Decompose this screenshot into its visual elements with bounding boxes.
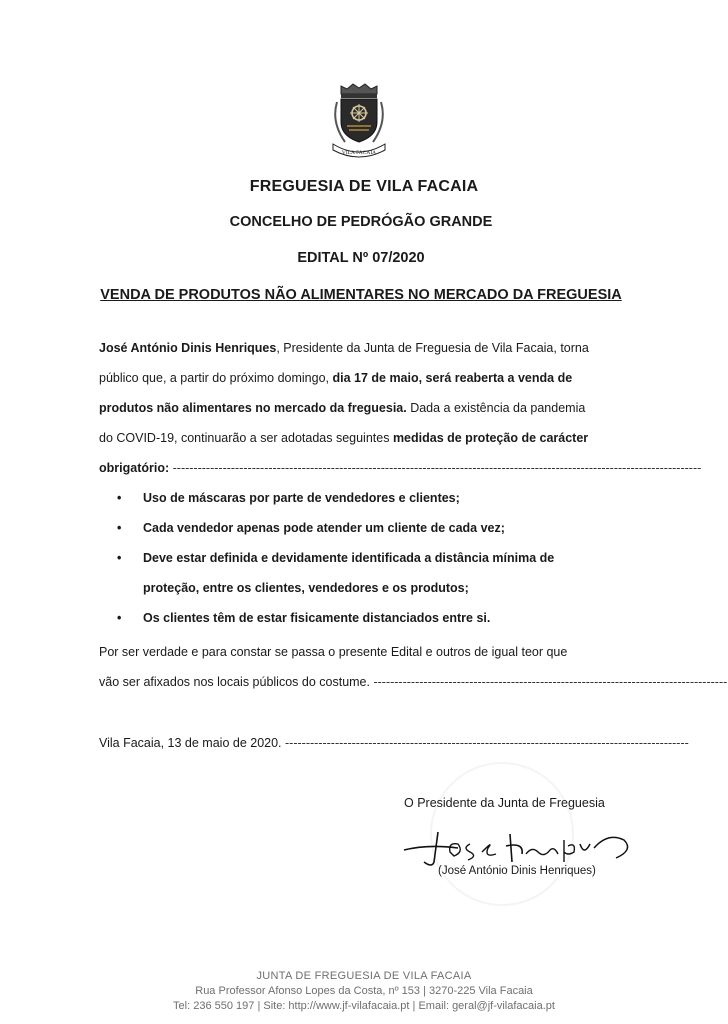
dash-filler: ------------------------------------------------------------------------------------- (369, 675, 728, 689)
list-item: • Deve estar definida e devidamente identificada a distância mínima de (113, 543, 623, 573)
handwritten-signature (398, 818, 638, 868)
bullet-icon: • (117, 521, 122, 535)
dash-filler: ------------------------------------------------------------------------------------------------------------------------------- (169, 461, 702, 475)
signatory-role: O Presidente da Junta de Freguesia (404, 796, 605, 810)
document-title: FREGUESIA DE VILA FACAIA (249, 178, 479, 195)
list-item: • Uso de máscaras por parte de vendedores e clientes; (113, 483, 623, 513)
coat-of-arms-icon (323, 80, 395, 162)
bullet-icon: • (117, 551, 122, 565)
list-item: • Os clientes têm de estar fisicamente distanciados entre si. (113, 603, 623, 633)
measures-list (113, 483, 623, 633)
bullet-icon: • (117, 611, 122, 625)
closing-line-1: Por ser verdade e para constar se passa o presente Edital e outros de igual teor que (99, 645, 568, 659)
intro-paragraph (99, 333, 702, 483)
edital-heading: VENDA DE PRODUTOS NÃO ALIMENTARES NO MERCADO DA FREGUESIA (100, 287, 622, 303)
document-date: Vila Facaia, 13 de maio de 2020. ------------------------------------------------------------------------------------------------- (99, 736, 689, 750)
dash-filler: ------------------------------------------------------------------------------------------------- (281, 736, 689, 750)
bullet-icon: • (117, 491, 122, 505)
closing-line-2: vão ser afixados nos locais públicos do costume. ------------------------------------------------------------------------------------- (99, 675, 728, 689)
edital-number: EDITAL Nº 07/2020 (297, 250, 425, 266)
intro-line-3: produtos não alimentares no mercado da freguesia. Dada a existência da pandemia (99, 401, 586, 415)
list-item: • Cada vendedor apenas pode atender um cliente de cada vez; (113, 513, 623, 543)
closing-paragraph (99, 637, 728, 697)
intro-line-2: público que, a partir do próximo domingo, dia 17 de maio, será reaberta a venda de (99, 371, 573, 385)
signatory-name: (José António Dinis Henriques) (438, 865, 596, 877)
footer-contacts: Tel: 236 550 197 | Site: http://www.jf-vilafacaia.pt | Email: geral@jf-vilafacaia.pt (173, 1000, 555, 1012)
list-item-continuation: proteção, entre os clientes, vendedores e os produtos; (143, 581, 469, 595)
intro-line-1: José António Dinis Henriques, Presidente da Junta de Freguesia de Vila Facaia, torna (99, 341, 589, 355)
document-subtitle: CONCELHO DE PEDRÓGÃO GRANDE (229, 214, 493, 230)
crest-caption: VILA FACAIA (341, 150, 377, 156)
footer-address: Rua Professor Afonso Lopes da Costa, nº 153 | 3270-225 Vila Facaia (195, 985, 533, 997)
intro-line-4: do COVID-19, continuarão a ser adotadas seguintes medidas de proteção de carácter (99, 431, 589, 445)
president-name: José António Dinis Henriques (99, 341, 277, 355)
footer-organization: JUNTA DE FREGUESIA DE VILA FACAIA (256, 970, 472, 982)
intro-line-5: obrigatório: ------------------------------------------------------------------------------------------------------------------------------- (99, 461, 702, 475)
